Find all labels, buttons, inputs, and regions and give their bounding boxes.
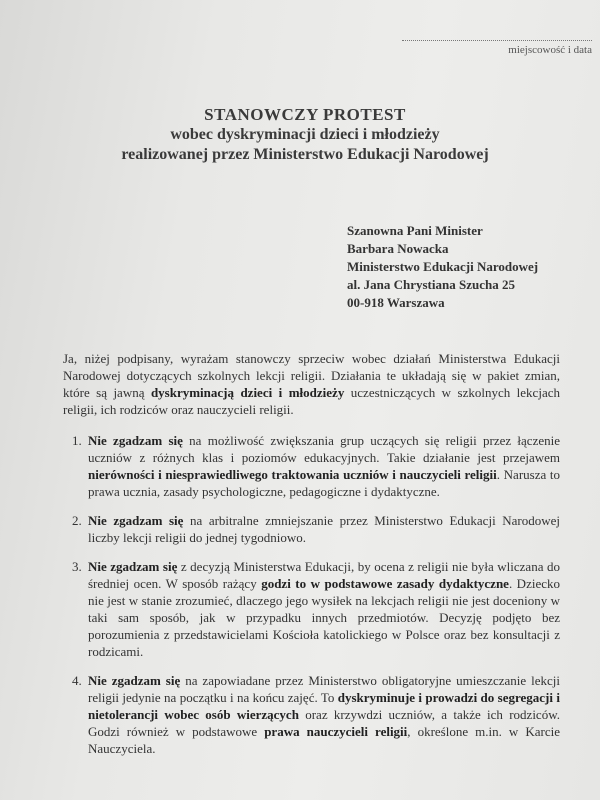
title-main: STANOWCZY PROTEST xyxy=(204,105,406,124)
point-number: 3. xyxy=(72,559,82,574)
point-number: 1. xyxy=(72,433,82,448)
recipient-salutation: Szanowna Pani Minister xyxy=(347,223,483,238)
point-bold-text: godzi to w podstawowe zasady dydaktyczne xyxy=(261,576,509,591)
title-line-2: wobec dyskryminacji dzieci i młodzieży xyxy=(170,126,440,143)
recipient-city: 00-918 Warszawa xyxy=(347,295,445,310)
document-title xyxy=(60,104,550,165)
point-text: na zapowiadane przez Ministerstwo obligatoryjne umieszczanie lekcji religii jedynie na początku i na końcu zajęć. To xyxy=(88,673,561,705)
date-label: miejscowość i data xyxy=(508,44,592,56)
point-bold-text: Nie zgadzam się xyxy=(88,433,183,448)
point-text: na możliwość zwiększania grup uczących się religii przez łączenie uczniów z różnych klas i poziomów edukacyjnych. Takie działanie jest przejawem xyxy=(88,433,560,465)
intro-paragraph xyxy=(63,350,560,418)
point-bold-text: nierówności i niesprawiedliwego traktowania uczniów i nauczycieli religii xyxy=(88,467,497,482)
protest-points-list xyxy=(72,432,560,769)
point-bold-text: prawa nauczycieli religii xyxy=(264,724,408,739)
protest-point-1 xyxy=(72,432,560,500)
point-bold-text: Nie zgadzam się xyxy=(88,513,184,528)
recipient-name: Barbara Nowacka xyxy=(347,241,449,256)
recipient-address xyxy=(347,222,538,312)
point-number: 2. xyxy=(72,513,82,528)
protest-point-4 xyxy=(72,672,560,757)
point-number: 4. xyxy=(72,673,82,688)
title-line-3: realizowanej przez Ministerstwo Edukacji Narodowej xyxy=(121,146,489,163)
protest-point-2 xyxy=(72,512,560,546)
point-text: z decyzją Ministerstwa Edukacji, by ocena z religii nie była wliczana do średniej ocen. W sposób rażący xyxy=(88,559,560,591)
point-text: . Dziecko nie jest w stanie zrozumieć, dlaczego jego wysiłek na lekcjach religii nie jest doceniony w taki sam sposób, jak w przypadku innych przedmiotów. Decyzję podjęto bez porozumienia z przedstawicielami Kościoła katolickiego w Polsce oraz bez konsultacji z rodzicami. xyxy=(88,576,560,659)
date-dotted-line xyxy=(402,34,592,41)
protest-point-3 xyxy=(72,558,560,660)
recipient-street: al. Jana Chrystiana Szucha 25 xyxy=(347,277,515,292)
intro-text-2: uczestniczących w szkolnych lekcjach religii, ich rodziców oraz nauczycieli religii. xyxy=(63,385,560,417)
intro-bold: dyskryminacją dzieci i młodzieży xyxy=(150,385,345,400)
point-text: na arbitralne zmniejszanie przez Ministerstwo Edukacji Narodowej liczby lekcji religii do jednej tygodniowo. xyxy=(88,513,560,545)
point-bold-text: Nie zgadzam się xyxy=(88,559,178,574)
point-text: oraz krzywdzi uczniów, a także ich rodziców. Godzi również w podstawowe xyxy=(88,707,560,739)
point-text: . Narusza to prawa ucznia, zasady psychologiczne, pedagogiczne i dydaktyczne. xyxy=(88,467,561,499)
point-bold-text: dyskryminuje i prowadzi do segregacji i nietolerancji wobec osób wierzących xyxy=(88,690,560,722)
date-field xyxy=(402,34,592,56)
point-text: , określone m.in. w Karcie Nauczyciela. xyxy=(88,724,561,756)
intro-text-1: Ja, niżej podpisany, wyrażam stanowczy sprzeciw wobec działań Ministerstwa Edukacji Narodowej dotyczących szkolnych lekcji religii. Działania te układają się w pakiet zmian, które są jawną xyxy=(63,351,560,400)
point-bold-text: Nie zgadzam się xyxy=(88,673,181,688)
recipient-institution: Ministerstwo Edukacji Narodowej xyxy=(347,259,539,274)
